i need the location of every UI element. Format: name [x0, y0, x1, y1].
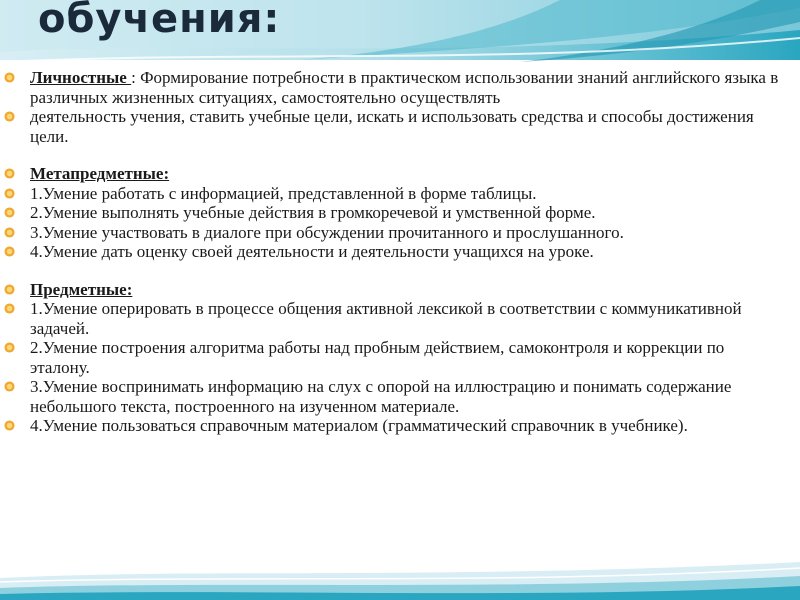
bottom-wave-decoration [0, 520, 800, 600]
bullet-icon [4, 381, 15, 392]
meta-heading-row [4, 164, 784, 184]
bullet-icon [4, 188, 15, 199]
bullet-icon [4, 168, 15, 179]
list-item [4, 203, 784, 223]
personal-text: : Формирование потребности в практическом использовании знаний английского языка в различных жизненных ситуациях, самостоятельно осуществлять [30, 68, 779, 107]
list-item [4, 299, 784, 338]
slide-title: обучения: [38, 0, 281, 42]
bullet-icon [4, 342, 15, 353]
bullet-icon [4, 111, 15, 122]
list-item [4, 242, 784, 262]
personal-text-continued: деятельность учения, ставить учебные цели, искать и использовать средства и способы достижения цели. [30, 107, 754, 146]
bullet-icon [4, 207, 15, 218]
list-item [4, 184, 784, 204]
list-item [4, 416, 784, 436]
bullet-icon [4, 420, 15, 431]
list-item [4, 338, 784, 377]
bullet-icon [4, 72, 15, 83]
bullet-icon [4, 246, 15, 257]
list-item [4, 223, 784, 243]
subject-item: 4.Умение пользоваться справочным материалом (грамматический справочник в учебнике). [30, 416, 688, 435]
personal-paragraph-continued [4, 107, 784, 146]
slide-content [4, 68, 784, 436]
meta-item: 1.Умение работать с информацией, представленной в форме таблицы. [30, 183, 537, 203]
personal-heading: Личностные [30, 68, 132, 87]
subject-item: 1.Умение оперировать в процессе общения активной лексикой в соответствии с коммуникативной задачей. [30, 299, 742, 338]
bullet-icon [4, 227, 15, 238]
subject-heading: Предметные: [30, 279, 133, 299]
subject-item: 2.Умение построения алгоритма работы над пробным действием, самоконтроля и коррекции по эталону. [30, 338, 725, 377]
meta-heading: Метапредметные: [30, 164, 170, 183]
subject-heading-row [4, 280, 784, 300]
bullet-icon [4, 284, 15, 295]
meta-item: 4.Умение дать оценку своей деятельности и деятельности учащихся на уроке. [30, 242, 594, 261]
meta-item: 2.Умение выполнять учебные действия в громкоречевой и умственной форме. [30, 203, 596, 222]
meta-item: 3.Умение участвовать в диалоге при обсуждении прочитанного и прослушанного. [30, 222, 624, 242]
list-item [4, 377, 784, 416]
bullet-icon [4, 303, 15, 314]
personal-paragraph [4, 68, 784, 107]
subject-item: 3.Умение воспринимать информацию на слух с опорой на иллюстрацию и понимать содержание небольшого текста, построенного на изученном материале. [30, 377, 732, 416]
